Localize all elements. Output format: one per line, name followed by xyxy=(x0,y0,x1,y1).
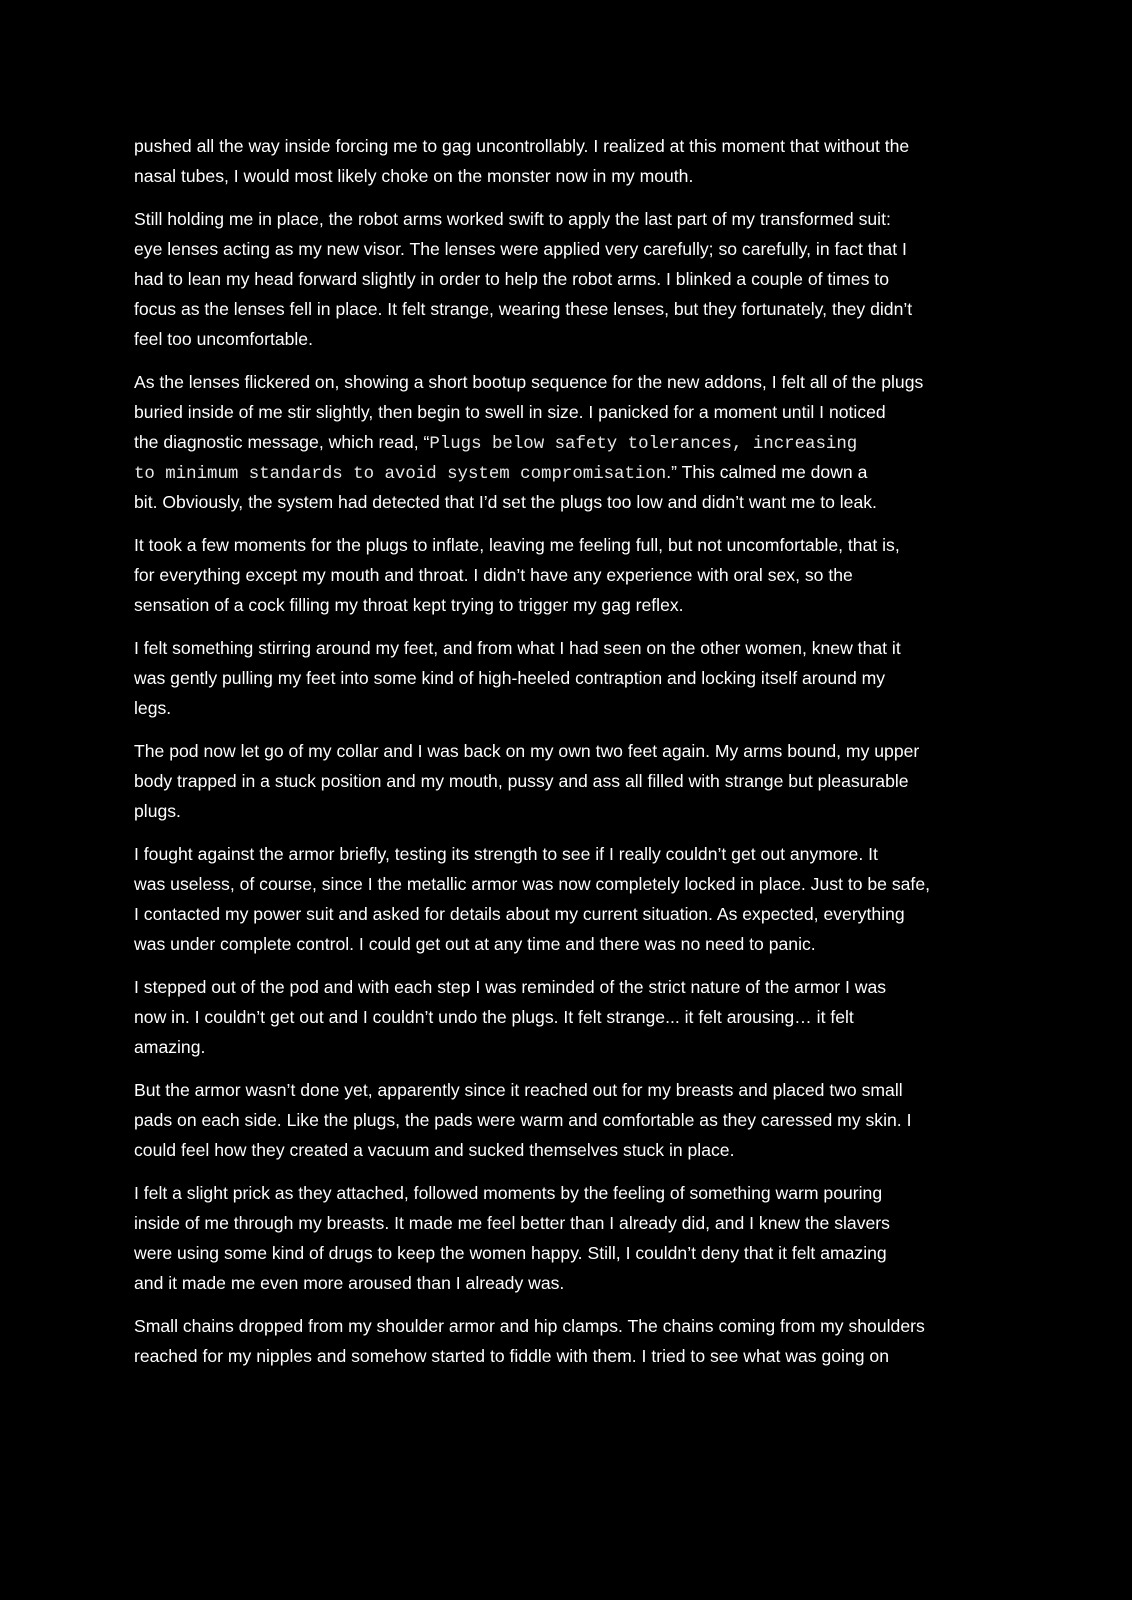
text-line xyxy=(134,397,994,427)
text-segment: was under complete control. I could get out at any time and there was no need to panic. xyxy=(134,934,816,954)
text-segment: bit. Obviously, the system had detected that I’d set the plugs too low and didn’t want me to leak. xyxy=(134,492,877,512)
text-segment: I stepped out of the pod and with each step I was reminded of the strict nature of the armor I was xyxy=(134,977,887,997)
text-line xyxy=(134,234,994,264)
text-line xyxy=(134,131,994,161)
diagnostic-message: Plugs below safety tolerances, increasing xyxy=(429,435,858,454)
text-segment: was gently pulling my feet into some kind of high-heeled contraption and locking itself around my xyxy=(134,668,886,688)
text-segment: I contacted my power suit and asked for details about my current situation. As expected, everything xyxy=(134,904,905,924)
text-line xyxy=(134,736,994,766)
text-segment: now in. I couldn’t get out and I couldn’t undo the plugs. It felt strange... it felt arousing… it felt xyxy=(134,1007,854,1027)
text-line xyxy=(134,204,994,234)
text-segment: amazing. xyxy=(134,1037,206,1057)
text-segment: was useless, of course, since I the metallic armor was now completely locked in place. Just to be safe, xyxy=(134,874,930,894)
text-segment: plugs. xyxy=(134,801,181,821)
text-line xyxy=(134,427,994,457)
paragraph xyxy=(134,972,994,1062)
text-segment: the diagnostic message, which read, “ xyxy=(134,432,430,452)
text-segment: .” This calmed me down a xyxy=(666,462,868,482)
text-segment: Still holding me in place, the robot arms worked swift to apply the last part of my transformed suit: xyxy=(134,209,891,229)
paragraph xyxy=(134,736,994,826)
text-segment: for everything except my mouth and throat. I didn’t have any experience with oral sex, so the xyxy=(134,565,853,585)
paragraph xyxy=(134,367,994,517)
text-line xyxy=(134,264,994,294)
text-segment: It took a few moments for the plugs to inflate, leaving me feeling full, but not uncomfortable, that is, xyxy=(134,535,900,555)
text-segment: nasal tubes, I would most likely choke on the monster now in my mouth. xyxy=(134,166,694,186)
text-segment: The pod now let go of my collar and I was back on my own two feet again. My arms bound, my upper xyxy=(134,741,920,761)
text-segment: I felt a slight prick as they attached, followed moments by the feeling of something warm pouring xyxy=(134,1183,883,1203)
text-segment: legs. xyxy=(134,698,172,718)
text-line xyxy=(134,796,994,826)
text-segment: I fought against the armor briefly, testing its strength to see if I really couldn’t get out anymore. It xyxy=(134,844,878,864)
text-segment: pads on each side. Like the plugs, the pads were warm and comfortable as they caressed my skin. I xyxy=(134,1110,912,1130)
text-line xyxy=(134,1238,994,1268)
text-segment: and it made me even more aroused than I already was. xyxy=(134,1273,565,1293)
text-line xyxy=(134,663,994,693)
text-segment: But the armor wasn’t done yet, apparently since it reached out for my breasts and placed two small xyxy=(134,1080,903,1100)
text-line xyxy=(134,324,994,354)
text-line xyxy=(134,590,994,620)
text-segment: could feel how they created a vacuum and sucked themselves stuck in place. xyxy=(134,1140,735,1160)
text-line xyxy=(134,766,994,796)
text-line xyxy=(134,1135,994,1165)
text-line xyxy=(134,367,994,397)
text-segment: buried inside of me stir slightly, then begin to swell in size. I panicked for a moment until I noticed xyxy=(134,402,886,422)
text-line xyxy=(134,1002,994,1032)
text-line xyxy=(134,693,994,723)
text-line xyxy=(134,869,994,899)
text-segment: I felt something stirring around my feet, and from what I had seen on the other women, knew that it xyxy=(134,638,901,658)
text-line xyxy=(134,1178,994,1208)
text-line xyxy=(134,1105,994,1135)
document-page xyxy=(134,131,994,1384)
paragraph xyxy=(134,1311,994,1371)
text-segment: inside of me through my breasts. It made me feel better than I already did, and I knew the slavers xyxy=(134,1213,890,1233)
paragraph xyxy=(134,204,994,354)
text-line xyxy=(134,530,994,560)
paragraph xyxy=(134,530,994,620)
text-segment: eye lenses acting as my new visor. The lenses were applied very carefully; so carefully, in fact that I xyxy=(134,239,907,259)
text-segment: sensation of a cock filling my throat kept trying to trigger my gag reflex. xyxy=(134,595,684,615)
paragraph xyxy=(134,839,994,959)
paragraph xyxy=(134,1075,994,1165)
text-line xyxy=(134,487,994,517)
text-segment: Small chains dropped from my shoulder armor and hip clamps. The chains coming from my shoulders xyxy=(134,1316,925,1336)
text-line xyxy=(134,899,994,929)
text-segment: pushed all the way inside forcing me to gag uncontrollably. I realized at this moment that without the xyxy=(134,136,910,156)
text-line xyxy=(134,294,994,324)
paragraph xyxy=(134,131,994,191)
text-line xyxy=(134,161,994,191)
text-segment: As the lenses flickered on, showing a short bootup sequence for the new addons, I felt all of the plugs xyxy=(134,372,924,392)
text-line xyxy=(134,1032,994,1062)
text-line xyxy=(134,1341,994,1371)
text-line xyxy=(134,1208,994,1238)
text-line xyxy=(134,633,994,663)
text-line xyxy=(134,1311,994,1341)
text-segment: body trapped in a stuck position and my mouth, pussy and ass all filled with strange but pleasurable xyxy=(134,771,909,791)
text-line xyxy=(134,929,994,959)
text-line xyxy=(134,560,994,590)
text-segment: feel too uncomfortable. xyxy=(134,329,313,349)
text-segment: focus as the lenses fell in place. It felt strange, wearing these lenses, but they fortunately, they didn’t xyxy=(134,299,913,319)
text-segment: had to lean my head forward slightly in order to help the robot arms. I blinked a couple of times to xyxy=(134,269,889,289)
paragraph xyxy=(134,633,994,723)
diagnostic-message: to minimum standards to avoid system compromisation xyxy=(134,465,667,484)
text-line xyxy=(134,972,994,1002)
text-segment: reached for my nipples and somehow started to fiddle with them. I tried to see what was going on xyxy=(134,1346,889,1366)
text-segment: were using some kind of drugs to keep the women happy. Still, I couldn’t deny that it felt amazing xyxy=(134,1243,887,1263)
paragraph xyxy=(134,1178,994,1298)
text-line xyxy=(134,457,994,487)
text-line xyxy=(134,1268,994,1298)
text-line xyxy=(134,839,994,869)
text-line xyxy=(134,1075,994,1105)
